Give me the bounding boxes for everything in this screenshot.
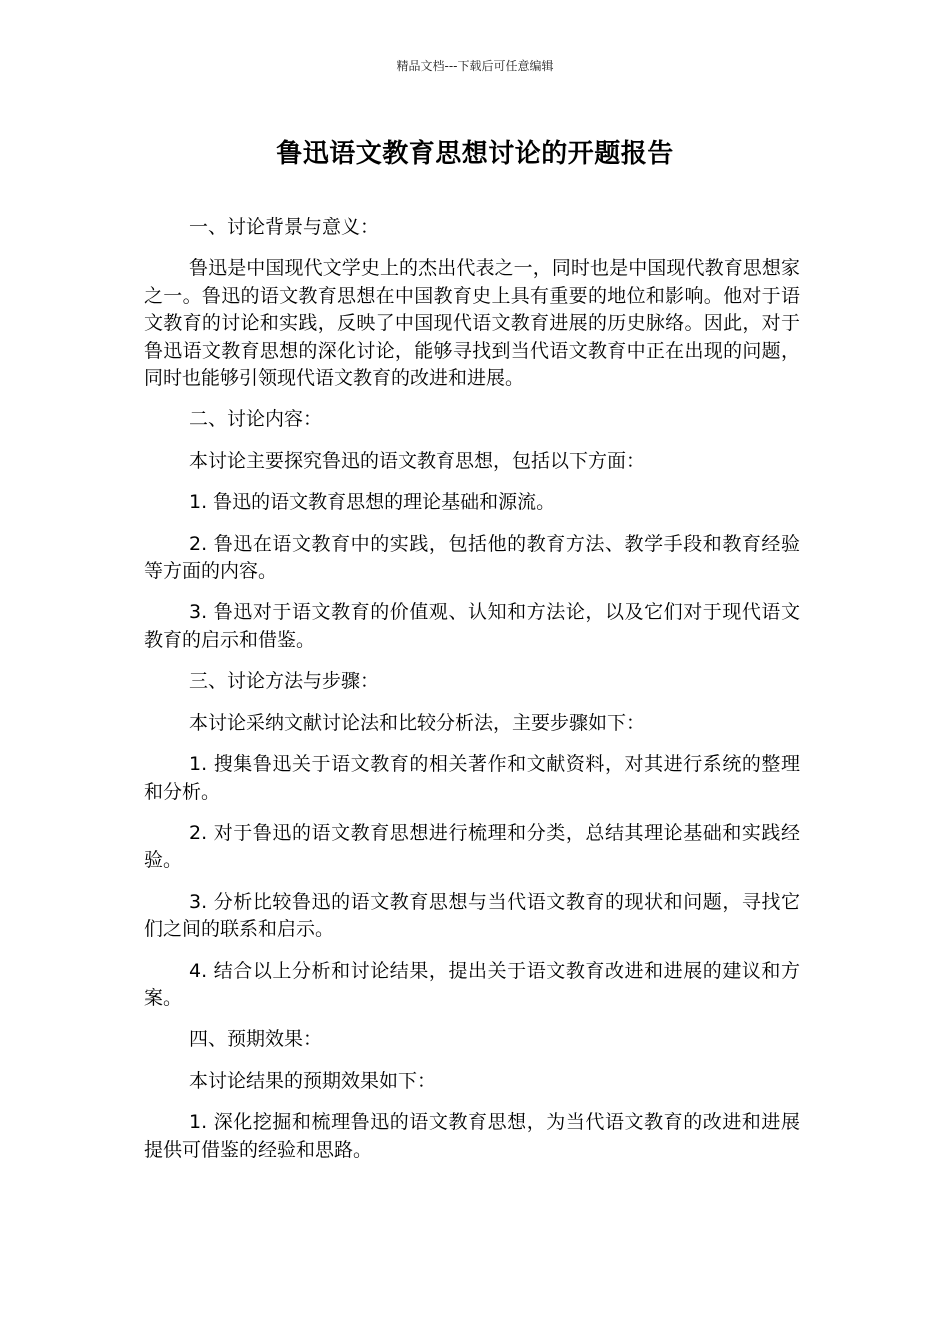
paragraph-background: 鲁迅是中国现代文学史上的杰出代表之一，同时也是中国现代教育思想家之一。鲁迅的语文教育思想在中国教育史上具有重要的地位和影响。他对于语文教育的讨论和实践，反映了中国现代语文教育进展的历史脉络。因此，对于鲁迅语文教育思想的深化讨论，能够寻找到当代语文教育中正在出现的问题，同时也能够引领现代语文教育的改进和进展。 (144, 257, 800, 390)
section-heading-methods: 三、讨论方法与步骤： (189, 670, 380, 693)
header-note: 精品文档---下载后可任意编辑 (396, 59, 554, 73)
list-item-content-3: 3. 鲁迅对于语文教育的价值观、认知和方法论，以及它们对于现代语文教育的启示和借鉴。 (144, 601, 800, 651)
paragraph-outcomes-intro: 本讨论结果的预期效果如下： (189, 1069, 437, 1092)
list-item-content-1: 1. 鲁迅的语文教育思想的理论基础和源流。 (189, 491, 556, 514)
section-heading-outcomes: 四、预期效果： (189, 1028, 323, 1051)
list-item-methods-1: 1. 搜集鲁迅关于语文教育的相关著作和文献资料，对其进行系统的整理和分析。 (144, 753, 800, 803)
list-item-methods-2: 2. 对于鲁迅的语文教育思想进行梳理和分类，总结其理论基础和实践经验。 (144, 821, 800, 872)
paragraph-content-intro: 本讨论主要探究鲁迅的语文教育思想，包括以下方面： (189, 449, 646, 472)
paragraph-methods-intro: 本讨论采纳文献讨论法和比较分析法，主要步骤如下： (189, 711, 646, 734)
list-item-content-2: 2. 鲁迅在语文教育中的实践，包括他的教育方法、教学手段和教育经验等方面的内容。 (144, 532, 800, 583)
list-item-outcomes-1: 1. 深化挖掘和梳理鲁迅的语文教育思想，为当代语文教育的改进和进展提供可借鉴的经验和思路。 (144, 1111, 800, 1161)
list-item-methods-3: 3. 分析比较鲁迅的语文教育思想与当代语文教育的现状和问题，寻找它们之间的联系和启示。 (144, 890, 800, 941)
document-body (144, 214, 800, 1178)
section-heading-background: 一、讨论背景与意义： (189, 216, 380, 238)
list-item-methods-4: 4. 结合以上分析和讨论结果，提出关于语文教育改进和进展的建议和方案。 (144, 959, 800, 1009)
section-heading-content: 二、讨论内容： (189, 408, 323, 431)
document-title: 鲁迅语文教育思想讨论的开题报告 (276, 139, 674, 169)
